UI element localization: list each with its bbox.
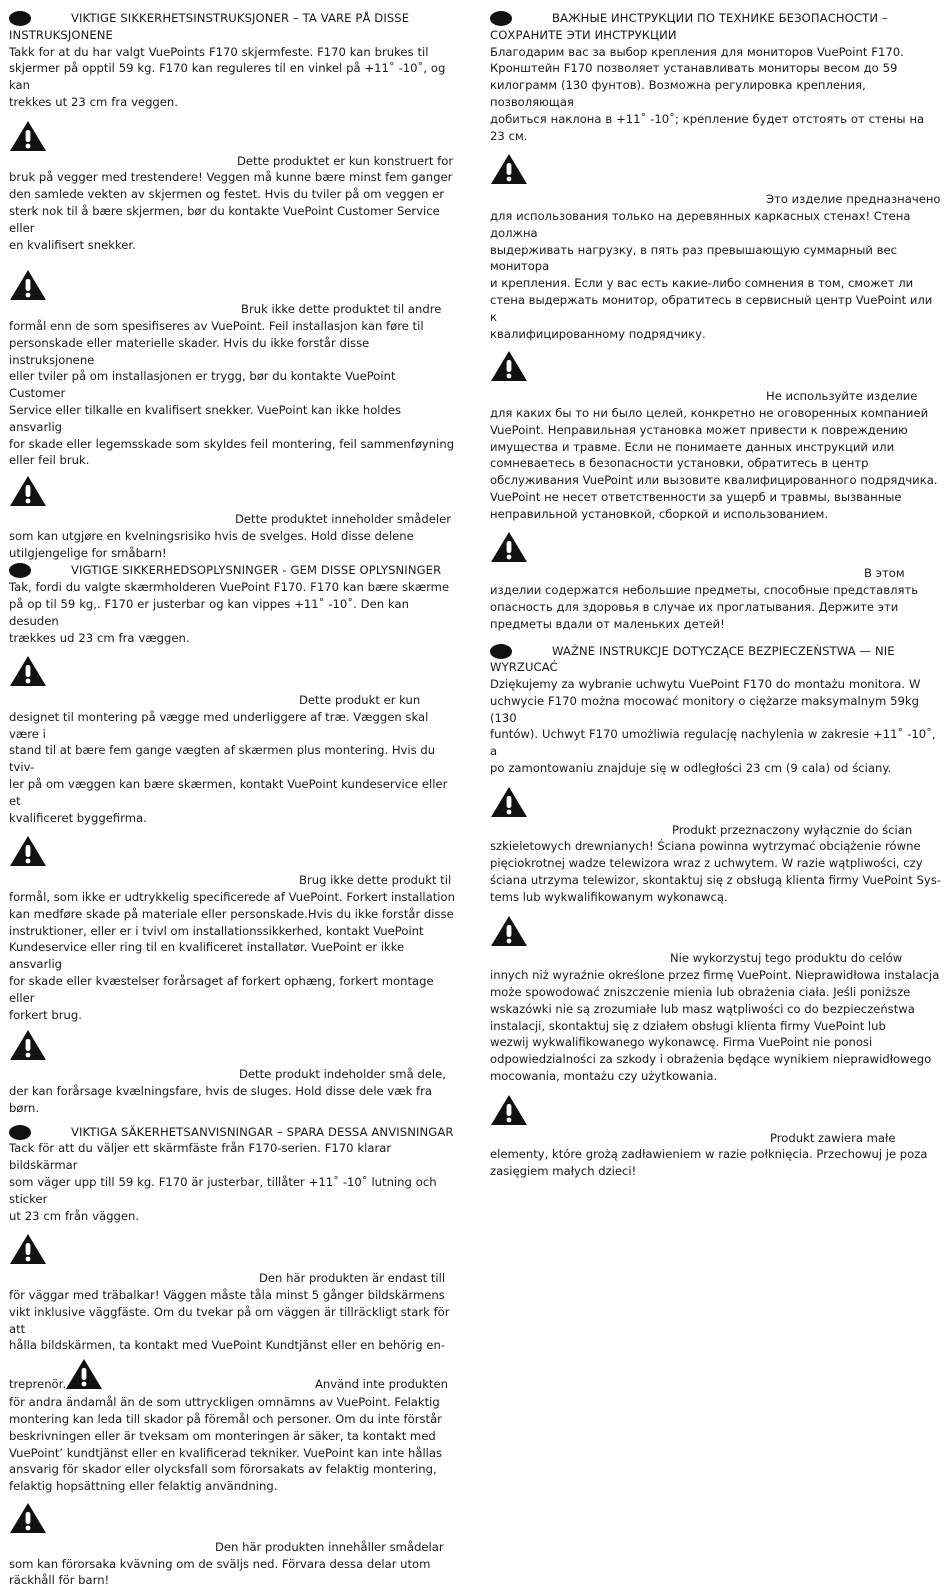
warning-triangle-icon <box>9 475 47 507</box>
warning-block <box>490 153 942 342</box>
warning-body: för väggar med träbalkar! Väggen måste tåla minst 5 gånger bildskärmens vikt inklusive väggfäste. Om du tvekar på om väggen är tillräckligt stark för att hålla bildskärmen, ta kontakt med VuePoint Kundtjänst eller en behörig en- <box>9 1288 450 1353</box>
warning-triangle-icon <box>490 1094 528 1126</box>
section-heading <box>9 1124 455 1141</box>
warning-block <box>9 269 455 469</box>
warning-tail: treprenör. <box>9 1377 67 1392</box>
warning-lead: Dette produktet er kun konstruert for <box>237 153 454 168</box>
section-heading <box>490 10 942 44</box>
warning-body: szkieletowych drewnianych! Ściana powinna wytrzymać obciążenie równe pięciokrotnej wadze telewizora wraz z uchwytem. W razie wątpliwości, czy ściana utrzyma telewizor, skontaktuj się z obsługą klienta firmy VuePoint Sys- tems lub wykwalifikowanym wykonawcą. <box>490 839 941 904</box>
warning-lead: Brug ikke dette produkt til <box>299 873 452 888</box>
warning-body: elementy, które grożą zadławieniem w razie połknięcia. Przechowuj je poza zasięgiem małych dzieci! <box>490 1147 928 1179</box>
warning-body: для каких бы то ни было целей, конкретно не оговоренных компанией VuePoint. Неправильная установка может привести к повреждению имущества и травме. Если не понимаете данных инструкций или сомневаетесь в безопасности установки, обратитесь в центр обслуживания VuePoint или вызовите квалифицированного подрядчика. VuePoint не несет ответственности за ущерб и травмы, вызванные неправильной установкой, сборкой и использованием. <box>490 405 938 521</box>
bullet-icon <box>9 11 31 26</box>
warning-body: designet til montering på vægge med underliggere af træ. Væggen skal være i stand til at bære fem gange vægten af skærmen plus montering. Hvis du tviv- ler på om væggen kan bære skærmen, kontakt VuePoint kundeservice eller et kvalificeret byggefirma. <box>9 709 448 825</box>
warning-block <box>490 1094 942 1180</box>
warning-body: formål enn de som spesifiseres av VuePoint. Feil installasjon kan føre til personskade eller materielle skader. Hvis du ikke forstår disse instruksjonene eller tviler på om installasjonen er trygg, bør du kontakte VuePoint Customer Service eller tilkalle en kvalifisert snekker. VuePoint kan ikke holdes ansvarlig for skade eller legemsskade som skyldes feil montering, feil sammenføyning eller feil bruk. <box>9 318 455 468</box>
danish-section <box>9 562 455 1116</box>
warning-lead: Не используйте изделие <box>766 389 918 404</box>
right-column <box>490 10 942 1180</box>
warning-block <box>9 655 455 826</box>
warning-lead: Dette produkt indeholder små dele, <box>239 1067 446 1082</box>
warning-block <box>490 915 942 1085</box>
bullet-icon <box>490 11 512 26</box>
warning-triangle-icon <box>9 1029 47 1061</box>
section-heading <box>9 562 455 579</box>
intro-paragraph: Takk for at du har valgt VuePoints F170 skjermfeste. F170 kan brukes til skjermer på opptil 59 kg. F170 kan reguleres til en vinkel på +11˚ -10˚, og kan trekkes ut 23 cm fra veggen. <box>9 44 446 109</box>
swedish-section <box>9 1124 455 1589</box>
warning-body: som kan utgjøre en kvelningsrisiko hvis de svelges. Hold disse delene utilgjengelige for småbarn! <box>9 528 414 560</box>
warning-triangle-icon <box>9 1502 47 1534</box>
heading-text: VIGTIGE SIKKERHEDSOPLYSNINGER - GEM DISSE OPLYSNINGER <box>71 563 442 578</box>
warning-lead: Это изделие предназначено <box>766 192 941 207</box>
warning-lead: Den här produkten är endast till <box>259 1271 446 1286</box>
warning-triangle-icon <box>490 915 528 947</box>
intro-paragraph: Благодарим вас за выбор крепления для мониторов VuePoint F170. Кронштейн F170 позволяет устанавливать мониторы весом до 59 килограмм (130 фунтов). Возможна регулировка крепления, позволяющая добиться наклона в +11˚ -10˚; крепление будет отстоять от стены на 23 см. <box>490 44 925 143</box>
warning-triangle-icon <box>65 1358 103 1390</box>
intro-paragraph: Tak, fordi du valgte skærmholderen VuePoint F170. F170 kan bære skærme på op til 59 kg,. F170 er justerbar og kan vippes +11˚ -10˚. Den kan desuden trækkes ud 23 cm fra væggen. <box>9 580 450 645</box>
warning-block <box>490 531 942 633</box>
warning-lead: Bruk ikke dette produktet til andre <box>241 302 442 317</box>
warning-triangle-icon <box>490 786 528 818</box>
warning-block <box>9 1029 455 1116</box>
warning-block <box>9 1356 455 1394</box>
bullet-icon <box>9 1125 31 1140</box>
warning-body: bruk på vegger med trestendere! Veggen må kunne bære minst fem ganger den samlede vekten av skjermen og festet. Hvis du tviler på om veggen er sterk nok til å bære skjermen, bør du kontakte VuePoint Customer Service eller en kvalifisert snekker. <box>9 170 453 252</box>
heading-text: VIKTIGA SÄKERHETSANVISNINGAR – SPARA DESSA ANVISNINGAR <box>71 1124 454 1139</box>
warning-block <box>9 1502 455 1589</box>
left-column <box>9 10 455 1589</box>
bullet-icon <box>490 644 512 659</box>
russian-section <box>490 10 942 633</box>
warning-triangle-icon <box>9 835 47 867</box>
norwegian-section <box>9 10 455 561</box>
warning-body: som kan förorsaka kvävning om de sväljs ned. Förvara dessa delar utom räckhåll för barn! <box>9 1556 431 1588</box>
warning-lead: Nie wykorzystuj tego produktu do celów <box>670 951 903 966</box>
warning-block <box>9 120 455 254</box>
heading-text: WAŻNE INSTRUKCJE DOTYCZĄCE BEZPIECZEŃSTWA — NIE WYRZUCAĆ <box>490 643 895 675</box>
warning-lead: Produkt zawiera małe <box>770 1130 896 1145</box>
warning-lead: В этом <box>864 566 905 581</box>
warning-body: der kan forårsage kvælningsfare, hvis de sluges. Hold disse dele væk fra børn. <box>9 1084 432 1115</box>
warning-body: изделии содержатся небольшие предметы, способные представлять опасность для здоровья в случае их проглатывания. Держите эти предметы вдали от маленьких детей! <box>490 583 919 631</box>
heading-text: VIKTIGE SIKKERHETSINSTRUKSJONER – TA VARE PÅ DISSE INSTRUKSJONENE <box>9 11 410 42</box>
warning-body: innych niż wyraźnie określone przez firmę VuePoint. Nieprawidłowa instalacja może spowodować zniszczenie mienia lub obrażenia ciała. Jeśli poniższe wskazówki nie są zrozumiałe lub masz wątpliwości co do bezpieczeństwa instalacji, skontaktuj się z działem obsługi klienta firmy VuePoint lub wezwij wykwalifikowanego wykonawcę. Firma VuePoint nie ponosi odpowiedzialności za szkody i obrażenia będące wynikiem nieprawidłowego mocowania, montażu czy użytkowania. <box>490 968 940 1084</box>
intro-paragraph: Tack för att du väljer ett skärmfäste från F170-serien. F170 klarar bildskärmar som väger upp till 59 kg. F170 är justerbar, tillåter +11˚ -10˚ lutning och sticker ut 23 cm från väggen. <box>9 1141 437 1223</box>
warning-lead: Produkt przeznaczony wyłącznie do ścian <box>672 822 913 837</box>
warning-triangle-icon <box>490 350 528 382</box>
warning-lead: Dette produkt er kun <box>299 693 421 708</box>
warning-block <box>9 475 455 561</box>
warning-triangle-icon <box>490 531 528 563</box>
warning-block <box>490 350 942 522</box>
heading-text: ВАЖНЫЕ ИНСТРУКЦИИ ПО ТЕХНИКЕ БЕЗОПАСНОСТИ – СОХРАНИТЕ ЭТИ ИНСТРУКЦИИ <box>490 11 888 42</box>
warning-lead: Den här produkten innehåller smådelar <box>215 1539 444 1554</box>
warning-triangle-icon <box>490 153 528 185</box>
section-heading <box>9 10 455 44</box>
warning-block <box>490 786 942 906</box>
warning-body: för andra ändamål än de som uttryckligen omnämns av VuePoint. Felaktig montering kan leda till skador på föremål och personer. Om du inte förstår beskrivningen eller är tveksam om monteringen är säker, ta kontakt med VuePoint’ kundtjänst eller en kvalificerad tekniker. VuePoint kan inte hållas ansvarig för skador eller olycksfall som förorsakats av felaktig montering, felaktig hopsättning eller felaktig användning. <box>9 1395 443 1494</box>
polish-section <box>490 643 942 1181</box>
warning-block <box>9 835 455 1023</box>
section-heading <box>490 643 942 677</box>
warning-block <box>9 1233 455 1354</box>
warning-body: formål, som ikke er udtrykkelig specificerede af VuePoint. Forkert installation kan medføre skade på materiale eller personskade.Hvis du ikke forstår disse instruktioner, eller er i tvivl om installationssikkerhed, kontakt VuePoint Kundeservice eller ring til en kvalificeret installatør. VuePoint er ikke ansvarlig for skade eller kvæstelser forårsaget af forkert ophæng, forkert montage eller forkert brug. <box>9 890 455 1022</box>
warning-body: для использования только на деревянных каркасных стенах! Стена должна выдерживать нагрузку, в пять раз превышающую суммарный вес монитора и крепления. Если у вас есть какие-либо сомнения в том, сможет ли стена выдержать монитор, обратитесь в сервисный центр VuePoint или к квалифицированному подрядчику. <box>490 208 933 341</box>
warning-triangle-icon <box>9 655 47 687</box>
intro-paragraph: Dziękujemy za wybranie uchwytu VuePoint F170 do montażu monitora. W uchwycie F170 można mocować monitory o ciężarze maksymalnym 59kg (130 funtów). Uchwyt F170 umożliwia regulację nachylenia w zakresie +11˚ -10˚, a po zamontowaniu znajduje się w odległości 23 cm (9 cala) od ściany. <box>490 677 936 776</box>
warning-lead: Dette produktet inneholder smådeler <box>235 511 451 526</box>
warning-lead: Använd inte produkten <box>315 1377 448 1392</box>
warning-triangle-icon <box>9 1233 47 1265</box>
